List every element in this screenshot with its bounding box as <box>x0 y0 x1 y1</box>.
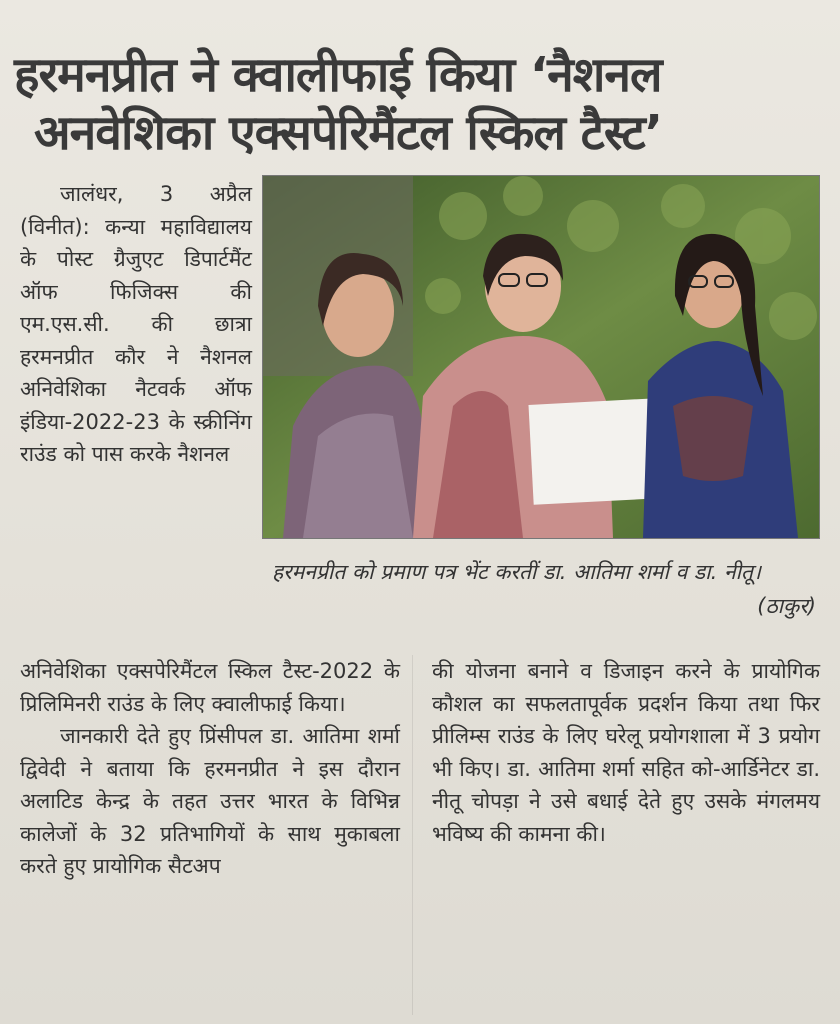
article-paragraph-1-bottom: अनिवेशिका एक्सपेरिमैंटल स्किल टैस्ट-2022 के प्रिलिमिनरी राउंड के लिए क्वालीफाई किया। <box>20 659 400 716</box>
dateline: जालंधर, 3 अप्रैल (विनीत): <box>20 182 252 239</box>
article-column-bottom-left <box>20 655 400 883</box>
article-paragraph-1-top <box>20 178 252 471</box>
photo-credit: (ठाकुर) <box>757 594 816 618</box>
headline-line-2: अनवेशिका एक्सपेरिमैंटल स्किल टैस्ट’ <box>34 105 662 162</box>
headline <box>14 46 826 162</box>
article-paragraph-1-top-text: कन्या महाविद्यालय के पोस्ट ग्रैजुएट डिपार्टमैंट ऑफ फिजिक्स की एम.एस.सी. की छात्रा हरमनप्रीत कौर ने नैशनल अनिवेशिका नैटवर्क ऑफ इंडिया-2022-23 के स्क्रीनिंग राउंड को पास करके नैशनल <box>20 214 252 466</box>
photo-caption <box>272 555 822 618</box>
article-column-top-left <box>20 178 252 471</box>
article-paragraph-3: की योजना बनाने व डिजाइन करने के प्रायोगिक कौशल का सफलतापूर्वक प्रदर्शन किया तथा फिर प्रीलिम्स राउंड के लिए घरेलू प्रयोगशाला में 3 प्रयोग भी किए। डा. आतिमा शर्मा सहित को-आर्डिनेटर डा. नीतू चोपड़ा ने उसे बधाई देते हुए उसके मंगलमय भविष्य की कामना की। <box>432 659 820 846</box>
article-paragraph-2: जानकारी देते हुए प्रिंसीपल डा. आतिमा शर्मा द्विवेदी ने बताया कि हरमनप्रीत ने इस दौरान अलाटिड केन्द्र के तहत उत्तर भारत के विभिन्न कालेजों के 32 प्रतिभागियों के साथ मुकाबला करते हुए प्रायोगिक सैटअप <box>20 724 400 878</box>
article-column-bottom-right <box>432 655 820 850</box>
photo-illustration <box>263 176 819 538</box>
photo-caption-text: हरमनप्रीत को प्रमाण पत्र भेंट करतीं डा. आतिमा शर्मा व डा. नीतू। <box>272 560 761 584</box>
column-divider <box>412 655 413 1015</box>
news-photo <box>262 175 820 539</box>
headline-line-1: हरमनप्रीत ने क्वालीफाई किया ‘नैशनल <box>14 47 662 104</box>
